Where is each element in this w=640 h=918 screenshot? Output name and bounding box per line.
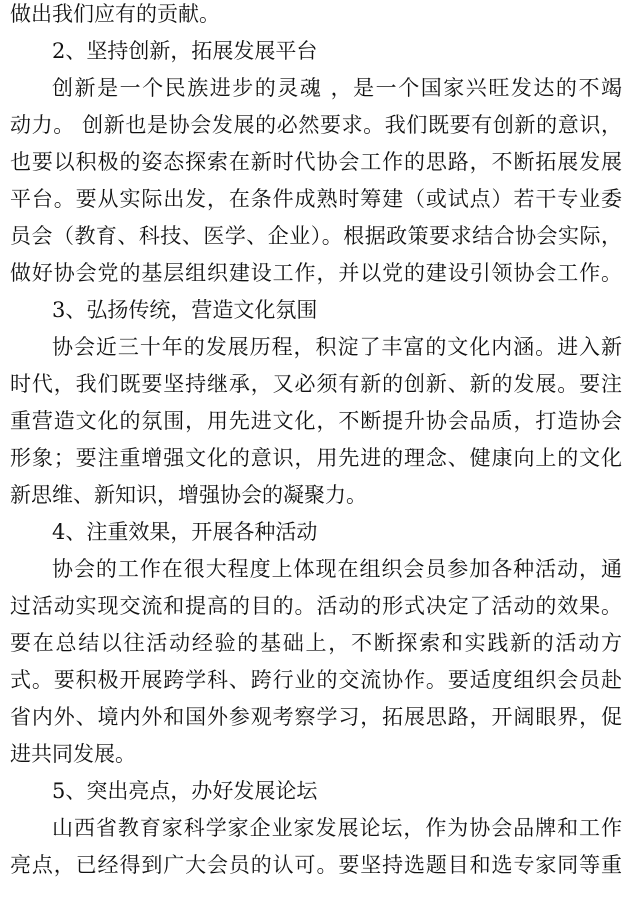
text-line: 山西省教育家科学家企业家发展论坛，作为协会品牌和工作 [52,816,622,840]
section-heading: 2、坚持创新，拓展发展平台 [52,39,318,63]
text-line: 做出我们应有的贡献。 [10,2,220,26]
text-line: 协会近三十年的发展历程，积淀了丰富的文化内涵。进入新 [52,335,622,359]
text-line: 亮点，已经得到广大会员的认可。要坚持选题目和选专家同等重 [10,853,622,877]
text-line: 进共同发展。 [10,742,136,766]
text-line: 做好协会党的基层组织建设工作，并以党的建设引领协会工作。 [10,261,622,285]
text-line: 也要以积极的姿态探索在新时代协会工作的思路，不断拓展发展 [10,150,622,174]
text-line: 动力。 创新也是协会发展的必然要求。我们既要有创新的意识， [10,113,622,137]
text-line: 要在总结以往活动经验的基础上，不断探索和实践新的活动方 [10,631,622,655]
text-line: 新思维、新知识，增强协会的凝聚力。 [10,483,367,507]
text-line: 平台。要从实际出发，在条件成熟时筹建（或试点）若干专业委 [10,187,622,211]
text-line: 形象；要注重增强文化的意识，用先进的理念、健康向上的文化 [10,446,622,470]
text-line: 时代，我们既要坚持继承，又必须有新的创新、新的发展。要注 [10,372,622,396]
text-line: 协会的工作在很大程度上体现在组织会员参加各种活动，通 [52,557,622,581]
text-line: 式。要积极开展跨学科、跨行业的交流协作。要适度组织会员赴 [10,668,622,692]
text-line: 员会（教育、科技、医学、企业）。根据政策要求结合协会实际， [10,224,622,248]
text-line: 创新是一个民族进步的灵魂 ，是一个国家兴旺发达的不竭 [52,76,622,100]
section-heading: 4、注重效果，开展各种活动 [52,520,318,544]
section-heading: 5、突出亮点，办好发展论坛 [52,779,318,803]
text-line: 过活动实现交流和提高的目的。活动的形式决定了活动的效果。 [10,594,622,618]
section-heading: 3、弘扬传统，营造文化氛围 [52,298,318,322]
text-line: 省内外、境内外和国外参观考察学习，拓展思路，开阔眼界，促 [10,705,622,729]
text-line: 重营造文化的氛围，用先进文化，不断提升协会品质，打造协会 [10,409,622,433]
